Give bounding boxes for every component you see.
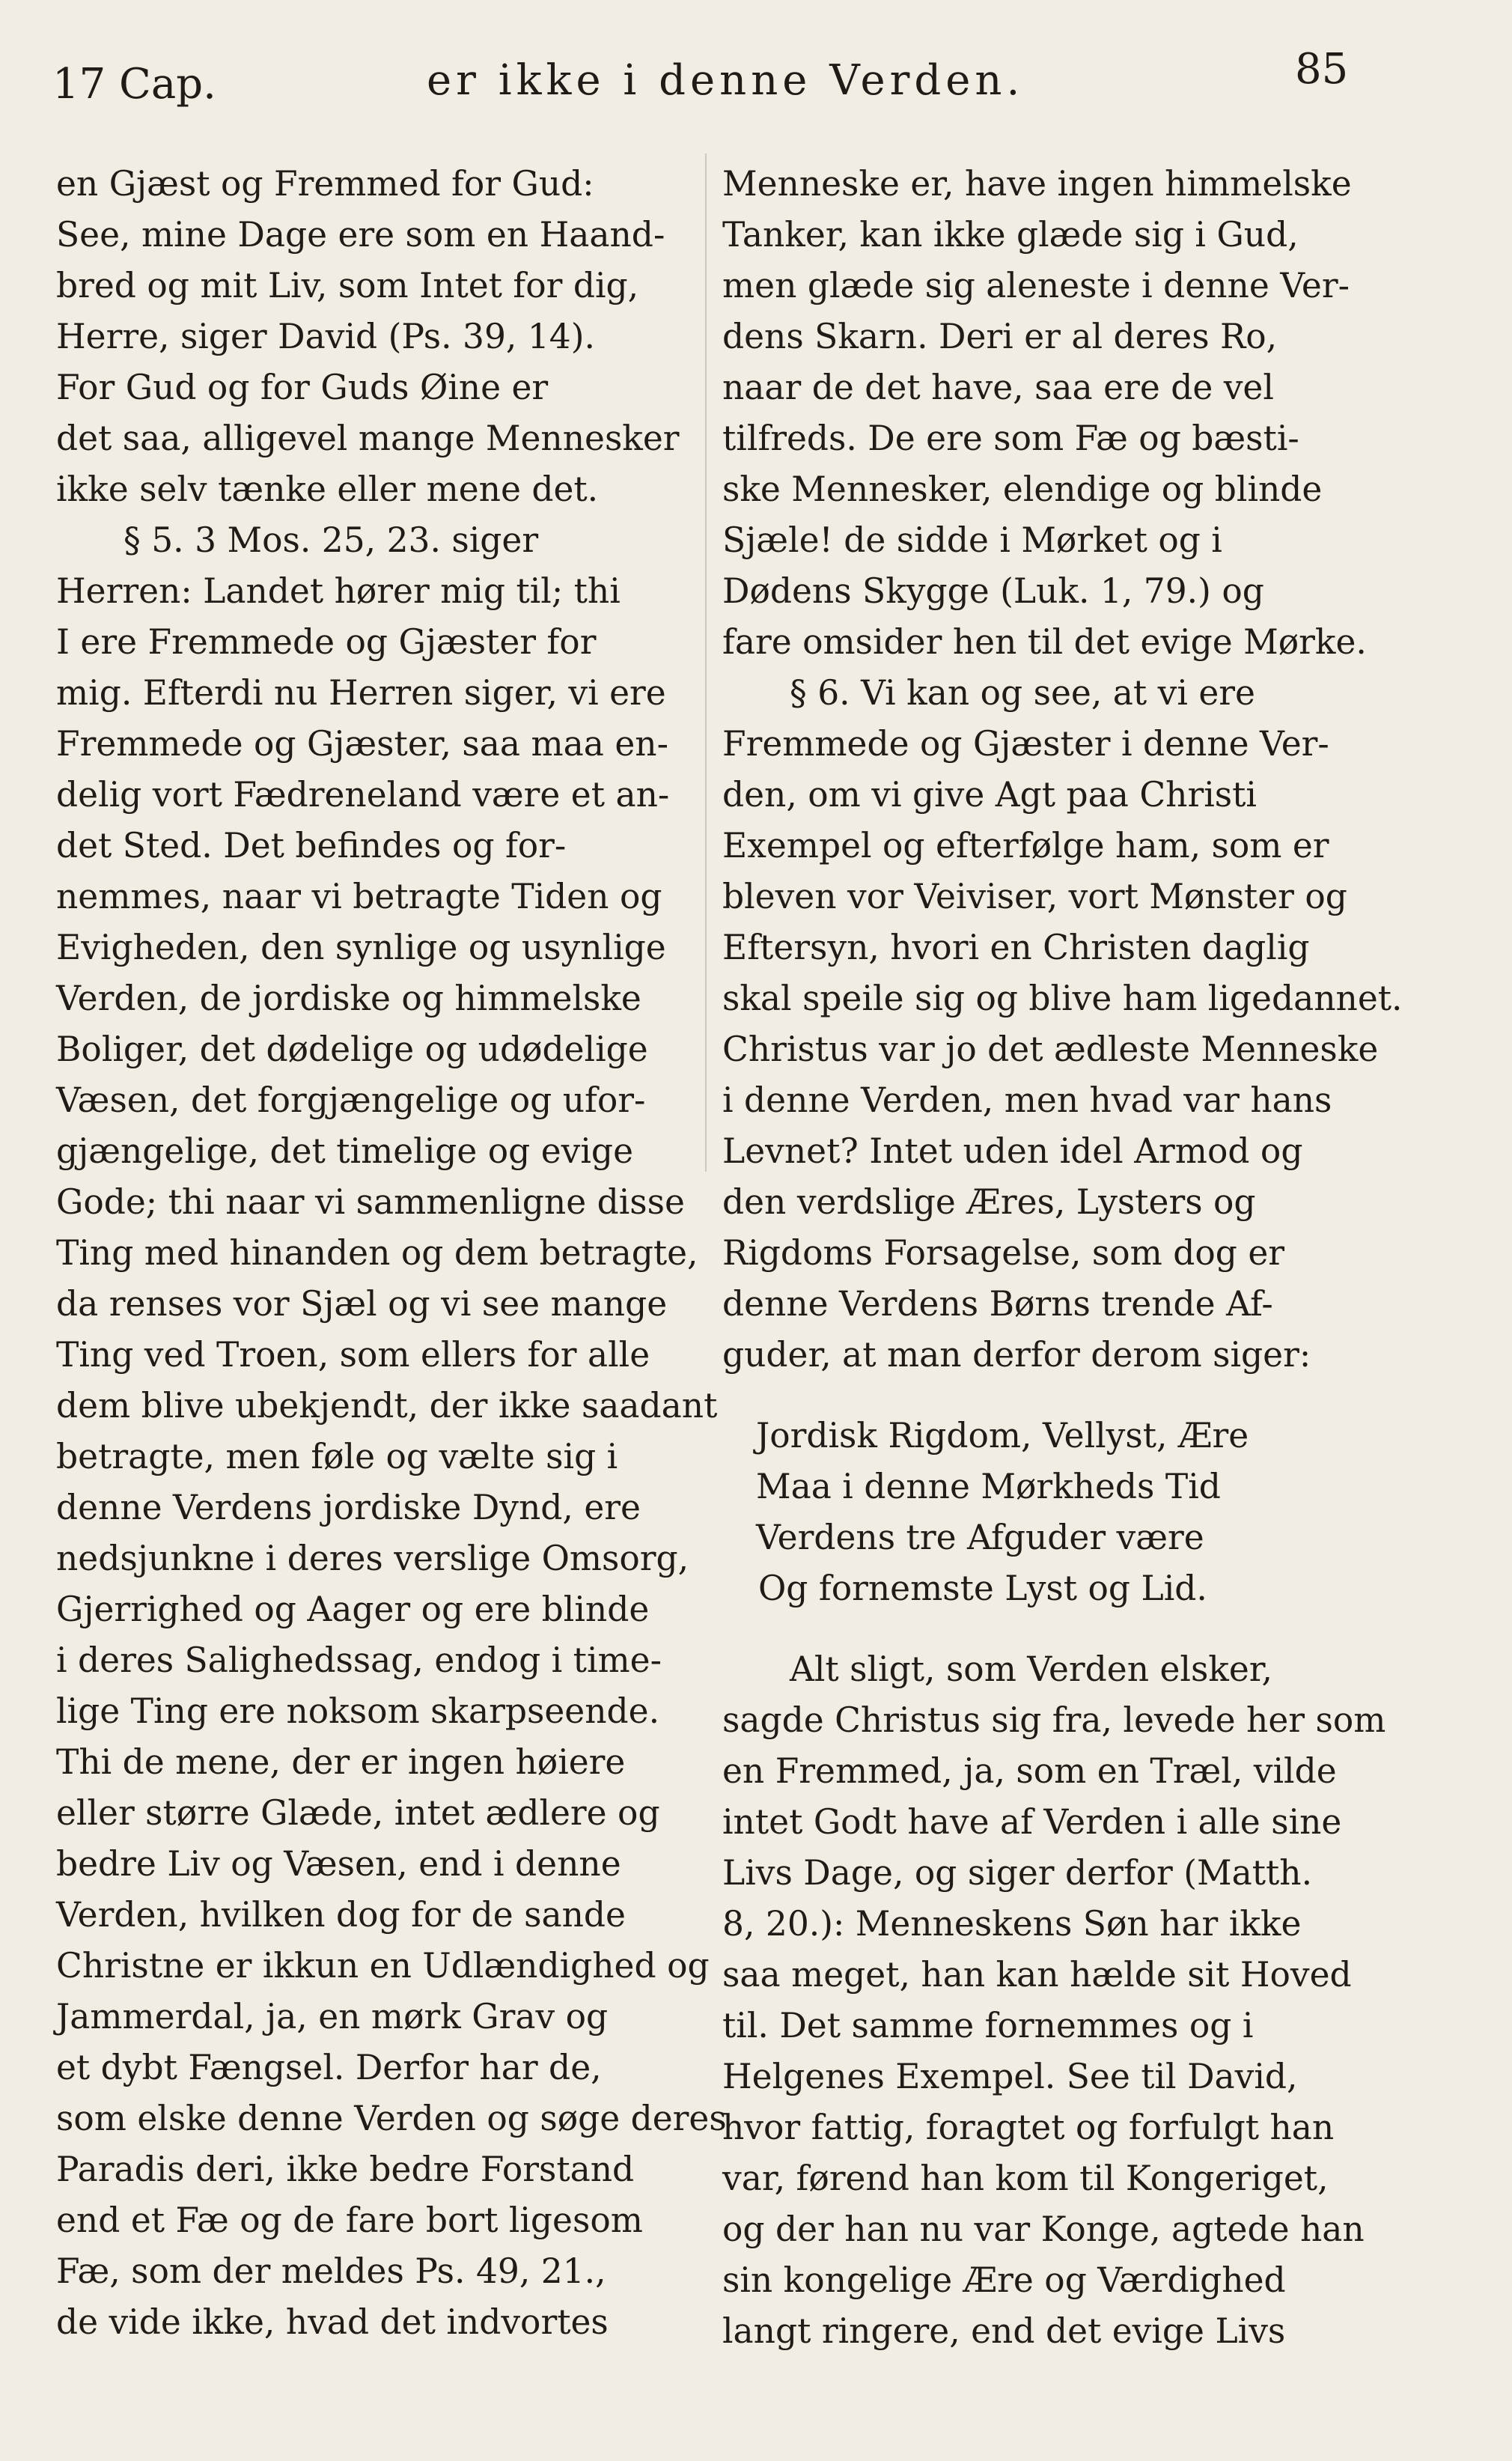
page-header	[0, 0, 1512, 135]
verse-line: Verdens tre Afguder være	[756, 1518, 1204, 1557]
verse-line: Jordisk Rigdom, Vellyst, Ære	[756, 1416, 1249, 1455]
text-line: Levnet? Intet uden idel Armod og	[722, 1131, 1303, 1171]
text-line: intet Godt have af Verden i alle sine	[722, 1802, 1342, 1842]
text-line: sagde Christus sig fra, levede her som	[722, 1700, 1386, 1740]
verse-line: Og fornemste Lyst og Lid.	[758, 1569, 1207, 1608]
text-line: See, mine Dage ere som en Haand-	[56, 215, 665, 255]
text-line: eller større Glæde, intet ædlere og	[56, 1793, 660, 1833]
text-line: Tanker, kan ikke glæde sig i Gud,	[722, 215, 1299, 255]
text-line: ske Mennesker, elendige og blinde	[722, 469, 1323, 509]
text-line: Eftersyn, hvori en Christen daglig	[722, 928, 1310, 967]
text-line: det Sted. Det befindes og for-	[56, 826, 567, 866]
text-line: Væsen, det forgjængelige og ufor-	[56, 1080, 646, 1120]
text-line: denne Verdens Børns trende Af-	[722, 1284, 1273, 1324]
text-line: guder, at man derfor derom siger:	[722, 1335, 1311, 1375]
text-line: dem blive ubekjendt, der ikke saadant	[56, 1386, 718, 1426]
page-number: 85	[1295, 45, 1349, 94]
text-line: I ere Fremmede og Gjæster for	[56, 622, 597, 662]
text-line: Fremmede og Gjæster, saa maa en-	[56, 724, 668, 764]
verse-block	[722, 1411, 1381, 1614]
text-line: bred og mit Liv, som Intet for dig,	[56, 266, 639, 305]
text-line: Ting med hinanden og dem betragte,	[56, 1233, 698, 1273]
text-line: Thi de mene, der er ingen høiere	[56, 1742, 626, 1782]
text-line: den, om vi give Agt paa Christi	[722, 775, 1257, 815]
left-column	[56, 159, 727, 2348]
text-line: langt ringere, end det evige Livs	[722, 2311, 1286, 2351]
text-line: skal speile sig og blive ham ligedannet.	[722, 979, 1403, 1018]
text-line: dens Skarn. Deri er al deres Ro,	[722, 317, 1278, 356]
text-line: mig. Efterdi nu Herren siger, vi ere	[56, 673, 666, 713]
text-line: et dybt Fængsel. Derfor har de,	[56, 2048, 602, 2087]
text-line: tilfreds. De ere som Fæ og bæsti-	[722, 419, 1299, 458]
text-line: ikke selv tænke eller mene det.	[56, 469, 599, 509]
text-line: som elske denne Verden og søge deres	[56, 2099, 727, 2138]
text-line: var, førend han kom til Kongeriget,	[722, 2159, 1329, 2198]
text-line: end et Fæ og de fare bort ligesom	[56, 2200, 643, 2240]
text-line: Jammerdal, ja, en mørk Grav og	[56, 1997, 609, 2036]
text-line: Gode; thi naar vi sammenligne disse	[56, 1182, 685, 1222]
verse-line: Maa i denne Mørkheds Tid	[756, 1467, 1221, 1506]
text-line: delig vort Fædreneland være et an-	[56, 775, 670, 815]
text-line: naar de det have, saa ere de vel	[722, 368, 1274, 407]
text-line: Sjæle! de sidde i Mørket og i	[722, 520, 1222, 560]
text-line: betragte, men føle og vælte sig i	[56, 1437, 618, 1476]
text-line: da renses vor Sjæl og vi see mange	[56, 1284, 668, 1324]
text-line: Verden, hvilken dog for de sande	[56, 1895, 626, 1935]
text-line: til. Det samme fornemmes og i	[722, 2006, 1254, 2045]
text-line: Gjerrighed og Aager og ere blinde	[56, 1590, 650, 1629]
text-line: Christne er ikkun en Udlændighed og	[56, 1946, 710, 1986]
text-line: Fremmede og Gjæster i denne Ver-	[722, 724, 1329, 764]
text-line: Fæ, som der meldes Ps. 49, 21.,	[56, 2251, 606, 2291]
column-divider	[705, 153, 707, 1172]
text-line: Herren: Landet hører mig til; thi	[56, 571, 621, 611]
text-line: det saa, alligevel mange Mennesker	[56, 419, 680, 458]
text-line: saa meget, han kan hælde sit Hoved	[722, 1955, 1352, 1995]
text-line: bedre Liv og Væsen, end i denne	[56, 1844, 621, 1884]
text-line: Ting ved Troen, som ellers for alle	[56, 1335, 650, 1375]
text-line: Livs Dage, og siger derfor (Matth.	[722, 1853, 1313, 1893]
running-title: er ikke i denne Verden.	[427, 56, 1025, 105]
text-line: en Fremmed, ja, som en Træl, vilde	[722, 1751, 1337, 1791]
text-line: Boliger, det dødelige og udødelige	[56, 1029, 648, 1069]
text-line: Rigdoms Forsagelse, som dog er	[722, 1233, 1285, 1273]
text-line: sin kongelige Ære og Værdighed	[722, 2260, 1286, 2300]
section-start-line: § 5. 3 Mos. 25, 23. siger	[124, 520, 539, 560]
text-line: i denne Verden, men hvad var hans	[722, 1080, 1332, 1120]
text-line: men glæde sig aleneste i denne Ver-	[722, 266, 1350, 305]
text-line: Helgenes Exempel. See til David,	[722, 2057, 1298, 2096]
text-line: nemmes, naar vi betragte Tiden og	[56, 877, 662, 916]
text-line: Christus var jo det ædleste Menneske	[722, 1029, 1379, 1069]
text-line: 8, 20.): Menneskens Søn har ikke	[722, 1904, 1302, 1944]
text-line: hvor fattig, foragtet og forfulgt han	[722, 2108, 1335, 2147]
text-line: Exempel og efterfølge ham, som er	[722, 826, 1329, 866]
text-line: bleven vor Veiviser, vort Mønster og	[722, 877, 1347, 916]
text-line: denne Verdens jordiske Dynd, ere	[56, 1488, 641, 1527]
text-line: For Gud og for Guds Øine er	[56, 368, 549, 407]
text-line: Paradis deri, ikke bedre Forstand	[56, 2150, 635, 2189]
text-line: lige Ting ere noksom skarpseende.	[56, 1691, 660, 1731]
text-line: nedsjunkne i deres verslige Omsorg,	[56, 1539, 689, 1578]
text-line: Menneske er, have ingen himmelske	[722, 164, 1352, 204]
text-line: Evigheden, den synlige og usynlige	[56, 928, 666, 967]
right-column	[722, 159, 1403, 2357]
text-line: og der han nu var Konge, agtede han	[722, 2209, 1365, 2249]
text-line: en Gjæst og Fremmed for Gud:	[56, 164, 594, 204]
text-line: den verdslige Æres, Lysters og	[722, 1182, 1256, 1222]
text-line: Verden, de jordiske og himmelske	[56, 979, 641, 1018]
text-line: i deres Salighedssag, endog i time-	[56, 1640, 662, 1680]
text-line: de vide ikke, hvad det indvortes	[56, 2302, 609, 2342]
text-line: gjængelige, det timelige og evige	[56, 1131, 633, 1171]
chapter-label: 17 Cap.	[52, 60, 216, 109]
paragraph-start-line: Alt sligt, som Verden elsker,	[790, 1649, 1273, 1689]
section-start-line: § 6. Vi kan og see, at vi ere	[790, 673, 1255, 713]
text-line: Dødens Skygge (Luk. 1, 79.) og	[722, 571, 1264, 611]
text-line: fare omsider hen til det evige Mørke.	[722, 622, 1367, 662]
text-line: Herre, siger David (Ps. 39, 14).	[56, 317, 595, 356]
